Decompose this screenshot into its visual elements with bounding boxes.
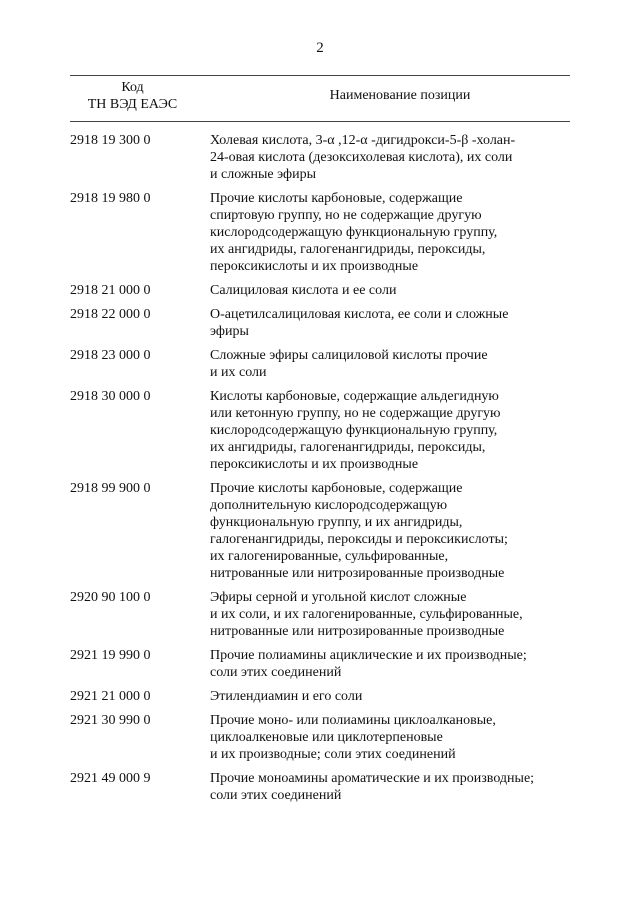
row-description-line: Прочие моно- или полиамины циклоалкановые, (210, 713, 496, 728)
row-code: 2918 19 300 0 (70, 133, 151, 148)
row-code: 2918 21 000 0 (70, 283, 151, 298)
row-description-line: их галогенированные, сульфированные, (210, 549, 449, 564)
row-code: 2921 19 990 0 (70, 648, 151, 663)
row-description-line: Салициловая кислота и ее соли (210, 283, 397, 298)
row-description-line: их ангидриды, галогенангидриды, пероксиды, (210, 242, 486, 257)
row-description-line: Кислоты карбоновые, содержащие альдегидную (210, 389, 499, 404)
table-row (70, 190, 570, 275)
row-description-line: Прочие полиамины ациклические и их производные; (210, 648, 527, 663)
table-row (70, 688, 570, 705)
row-code: 2918 30 000 0 (70, 389, 151, 404)
row-description-line: соли этих соединений (210, 665, 342, 680)
table-row (70, 388, 570, 473)
row-description (210, 480, 570, 582)
row-description-line: пероксикислоты и их производные (210, 457, 419, 472)
row-description-line: Холевая кислота, 3-α ,12-α -дигидрокси-5-β -холан- (210, 133, 516, 148)
row-description (210, 770, 570, 804)
row-description-line: Эфиры серной и угольной кислот сложные (210, 590, 467, 605)
row-description-line: нитрованные или нитрозированные производные (210, 624, 505, 639)
row-description (210, 282, 570, 299)
row-description (210, 132, 570, 183)
header-name-column: Наименование позиции (329, 88, 471, 103)
row-code: 2921 21 000 0 (70, 689, 151, 704)
row-description (210, 647, 570, 681)
row-description-line: функциональную группу, и их ангидриды, (210, 515, 463, 530)
row-description-line: 24-овая кислота (дезоксихолевая кислота), их соли (210, 150, 513, 165)
row-description-line: Прочие моноамины ароматические и их производные; (210, 771, 535, 786)
row-code: 2918 23 000 0 (70, 348, 151, 363)
row-code: 2921 30 990 0 (70, 713, 151, 728)
row-description (210, 347, 570, 381)
row-description (210, 688, 570, 705)
header-code-line1: Код (121, 80, 144, 95)
row-description-line: кислородсодержащую функциональную группу, (210, 225, 498, 240)
row-description-line: Прочие кислоты карбоновые, содержащие (210, 481, 463, 496)
table-row (70, 647, 570, 681)
row-description-line: и их соли, и их галогенированные, сульфированные, (210, 607, 523, 622)
row-description-line: спиртовую группу, но не содержащие другую (210, 208, 482, 223)
row-description-line: кислородсодержащую функциональную группу, (210, 423, 498, 438)
row-code: 2918 22 000 0 (70, 307, 151, 322)
table-row (70, 712, 570, 763)
table-row (70, 480, 570, 582)
row-description-line: или кетонную группу, но не содержащие другую (210, 406, 501, 421)
row-description (210, 306, 570, 340)
row-code: 2921 49 000 9 (70, 771, 151, 786)
row-description-line: Прочие кислоты карбоновые, содержащие (210, 191, 463, 206)
row-description-line: и их производные; соли этих соединений (210, 747, 456, 762)
table-row (70, 770, 570, 804)
row-code: 2918 99 900 0 (70, 481, 151, 496)
table-header (70, 75, 570, 122)
header-code-column (70, 79, 195, 113)
row-description (210, 388, 570, 473)
header-code-line2: ТН ВЭД ЕАЭС (87, 97, 178, 112)
row-description-line: Сложные эфиры салициловой кислоты прочие (210, 348, 488, 363)
row-description (210, 589, 570, 640)
row-code: 2920 90 100 0 (70, 590, 151, 605)
table-row (70, 589, 570, 640)
row-code: 2918 19 980 0 (70, 191, 151, 206)
row-description-line: циклоалкеновые или циклотерпеновые (210, 730, 443, 745)
row-description-line: галогенангидриды, пероксиды и пероксикислоты; (210, 532, 508, 547)
table-row (70, 306, 570, 340)
table-row (70, 282, 570, 299)
row-description-line: Этилендиамин и его соли (210, 689, 363, 704)
row-description-line: эфиры (210, 324, 249, 339)
row-description-line: и их соли (210, 365, 267, 380)
row-description-line: и сложные эфиры (210, 167, 317, 182)
row-description (210, 190, 570, 275)
row-description (210, 712, 570, 763)
table-body (70, 132, 570, 811)
row-description-line: их ангидриды, галогенангидриды, пероксиды, (210, 440, 486, 455)
row-description-line: пероксикислоты и их производные (210, 259, 419, 274)
row-description-line: соли этих соединений (210, 788, 342, 803)
table-row (70, 347, 570, 381)
row-description-line: дополнительную кислородсодержащую (210, 498, 448, 513)
table-row (70, 132, 570, 183)
page-number: 2 (316, 40, 324, 56)
row-description-line: нитрованные или нитрозированные производные (210, 566, 505, 581)
row-description-line: О-ацетилсалициловая кислота, ее соли и сложные (210, 307, 509, 322)
